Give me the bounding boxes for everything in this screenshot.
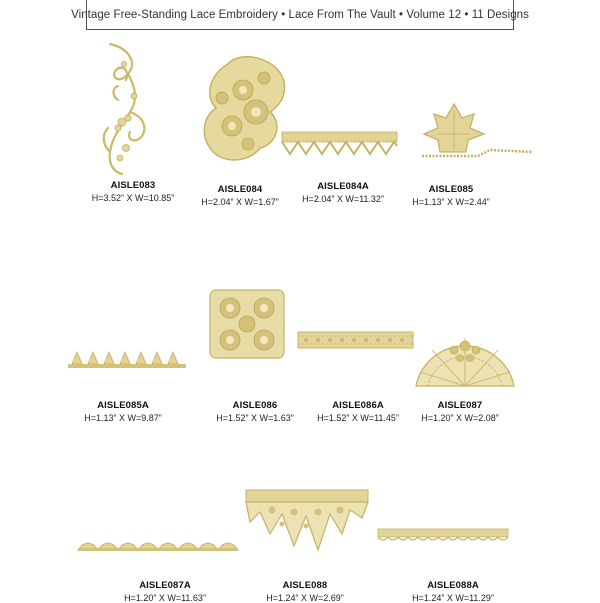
design-code: AISLE084A [317, 181, 369, 192]
design-aisle087 [410, 330, 520, 390]
lace-border-image [282, 128, 397, 162]
lace-scallop-border-image [78, 530, 238, 552]
caption-aisle085 [396, 184, 506, 207]
design-dimensions: H=1.52” X W=1.63” [216, 413, 294, 423]
design-aisle086 [208, 288, 286, 360]
page-title: Vintage Free-Standing Lace Embroidery • Lace From The Vault • Volume 12 • 11 Designs [71, 9, 529, 21]
caption-aisle084a [288, 181, 398, 204]
design-dimensions: H=2.04” X W=1.67” [201, 197, 279, 207]
design-aisle085 [418, 100, 533, 166]
design-code: AISLE085A [97, 400, 149, 411]
design-aisle083 [98, 40, 158, 178]
design-code: AISLE084 [217, 184, 263, 195]
design-code: AISLE083 [110, 180, 156, 191]
caption-aisle087 [405, 400, 515, 423]
caption-aisle084 [185, 184, 295, 207]
design-code: AISLE085 [428, 184, 474, 195]
design-dimensions: H=1.24” X W=2.69” [266, 593, 344, 603]
design-aisle088a [378, 526, 508, 544]
design-dimensions: H=1.20” X W=11.63” [124, 593, 206, 603]
design-aisle084a [282, 128, 397, 162]
design-code: AISLE087A [139, 580, 191, 591]
design-dimensions: H=1.20” X W=2.08” [421, 413, 499, 423]
design-code: AISLE088 [282, 580, 328, 591]
lace-fan-image [410, 330, 520, 390]
design-code: AISLE087 [437, 400, 483, 411]
design-code: AISLE086 [232, 400, 278, 411]
lace-band-border-image [298, 330, 413, 350]
design-dimensions: H=3.52” X W=10.85” [91, 193, 175, 203]
design-aisle087a [78, 530, 238, 552]
caption-aisle085a [68, 400, 178, 423]
design-dimensions: H=1.13” X W=9.87” [84, 413, 162, 423]
design-code: AISLE086A [332, 400, 384, 411]
design-aisle086a [298, 330, 413, 350]
design-code: AISLE088A [427, 580, 479, 591]
lace-narrow-edging-image [378, 526, 508, 544]
design-aisle088 [242, 488, 372, 558]
caption-aisle083 [78, 180, 188, 203]
caption-aisle086a [303, 400, 413, 423]
lace-square-flower-image [208, 288, 286, 360]
design-dimensions: H=1.13” X W=2.44” [412, 197, 490, 207]
caption-aisle086 [200, 400, 310, 423]
lace-leaf-point-image [418, 100, 533, 166]
design-aisle085a [68, 348, 186, 372]
design-dimensions: H=2.04” X W=11.32” [302, 194, 384, 204]
lace-pointed-edging-image [242, 488, 372, 558]
design-dimensions: H=1.24” X W=11.29” [412, 593, 494, 603]
lace-leaf-border-image [68, 348, 186, 372]
lace-scroll-image [98, 40, 158, 178]
design-dimensions: H=1.52” X W=11.45” [317, 413, 399, 423]
